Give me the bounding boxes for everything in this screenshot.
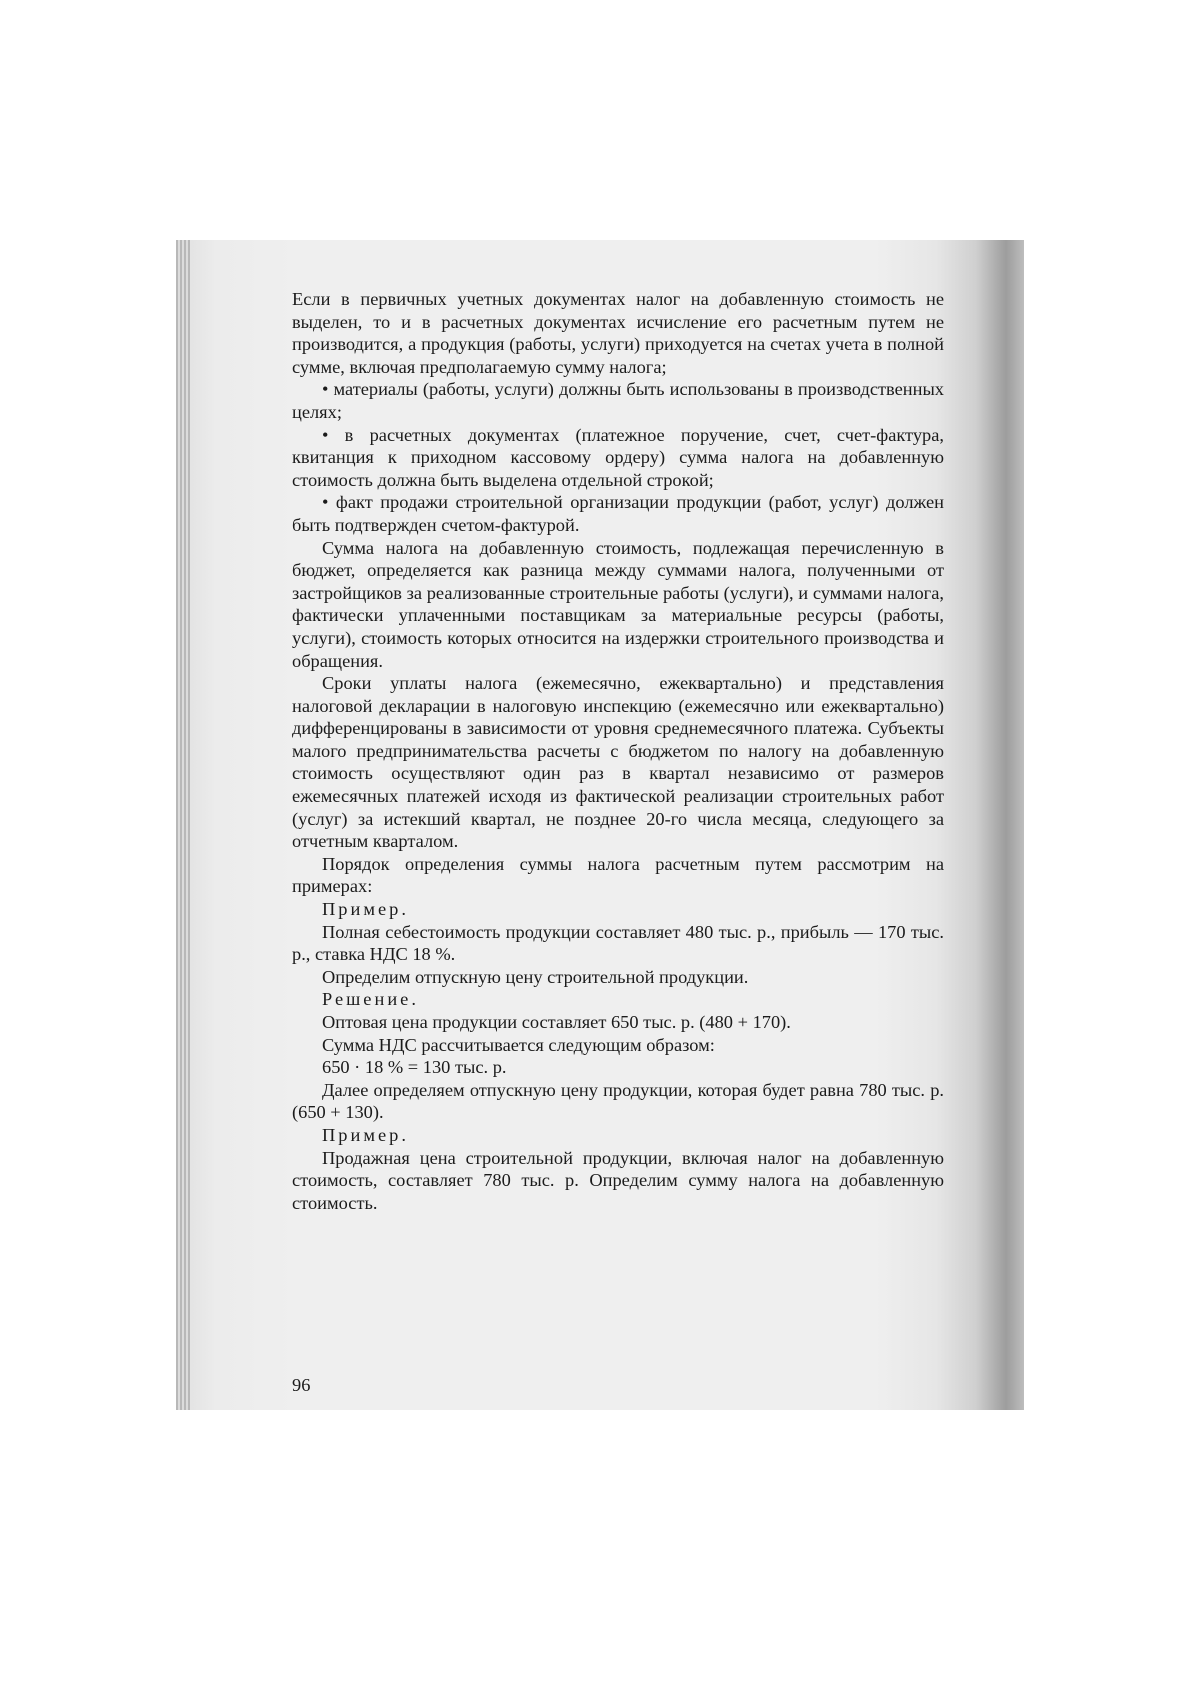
page-text-block xyxy=(292,288,944,1214)
solution-line-3: Далее определяем отпускную цену продукции, которая будет равна 780 тыс. р. (650 + 130). xyxy=(292,1079,944,1123)
example-1-text: Полная себестоимость продукции составляет 480 тыс. р., прибыль — 170 тыс. р., ставка НДС 18 %. xyxy=(292,921,944,965)
bullet-documents: • в расчетных документах (платежное поручение, счет, счет-фактура, квитанция к приходном кассовому ордеру) сумма налога на добавленную стоимость должна быть выделена отдельной строкой; xyxy=(292,424,944,490)
paragraph-payment-terms: Сроки уплаты налога (ежемесячно, ежеквартально) и представления налоговой декларации в налоговую инспекцию (ежемесячно или ежеквартально) дифференцированы в зависимости от уровня среднемесячного платежа. Субъекты малого предпринимательства расчеты с бюджетом по налогу на добавленную стоимость осуществляют один раз в квартал независимо от размеров ежемесячных платежей исходя из фактической реализации строительных работ (услуг) за истекший квартал, не позднее 20-го числа месяца, следующего за отчетным кварталом. xyxy=(292,673,944,852)
page-number: 96 xyxy=(292,1375,311,1395)
example-1-heading-text: Пример. xyxy=(322,899,409,920)
example-2-text: Продажная цена строительной продукции, включая налог на добавленную стоимость, составляет 780 тыс. р. Определим сумму налога на добавленную стоимость. xyxy=(292,1147,944,1213)
solution-heading xyxy=(292,988,944,1011)
example-2-heading-text: Пример. xyxy=(322,1124,409,1145)
example-2-heading xyxy=(292,1124,944,1147)
book-spine-shadow xyxy=(176,240,190,1410)
vat-formula: 650 · 18 % = 130 тыс. р. xyxy=(322,1057,507,1078)
paragraph-vat-amount: Сумма налога на добавленную стоимость, подлежащая перечисленную в бюджет, определяется как разница между суммами налога, полученными от застройщиков за реализованные строительные работы (услуги), и суммами налога, фактически уплаченными поставщикам за материальные ресурсы (работы, услуги), стоимость которых относится на издержки строительного производства и обращения. xyxy=(292,537,944,671)
paragraph-1: Если в первичных учетных документах налог на добавленную стоимость не выделен, то и в расчетных документах исчисление его расчетным путем не производится, а продукция (работы, услуги) приходуется на счетах учета в полной сумме, включая предполагаемую сумму налога; xyxy=(292,289,944,377)
solution-line-1: Оптовая цена продукции составляет 650 тыс. р. (480 + 170). xyxy=(322,1012,791,1032)
solution-heading-text: Решение. xyxy=(322,989,419,1010)
bullet-materials: • материалы (работы, услуги) должны быть использованы в производственных целях; xyxy=(292,379,944,422)
bullet-invoice: • факт продажи строительной организации продукции (работ, услуг) должен быть подтвержден счетом-фактурой. xyxy=(292,492,944,535)
example-1-heading xyxy=(292,898,944,921)
paragraph-examples-intro: Порядок определения суммы налога расчетным путем рассмотрим на примерах: xyxy=(292,853,944,897)
example-1-task: Определим отпускную цену строительной продукции. xyxy=(322,966,749,987)
solution-line-2: Сумма НДС рассчитывается следующим образом: xyxy=(322,1034,715,1055)
